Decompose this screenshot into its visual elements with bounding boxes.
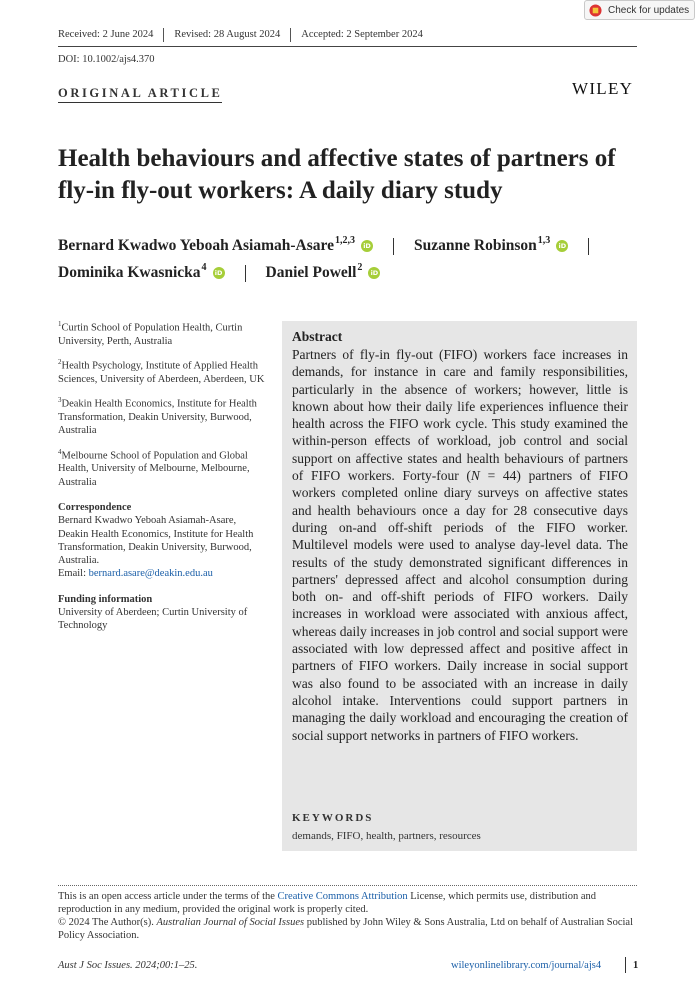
abstract-heading: Abstract: [292, 329, 343, 344]
affiliation: $^1$Curtin School of Population Health, Curtin University, Perth, Australia: [58, 320, 243, 347]
check-for-updates-button[interactable]: [584, 0, 695, 20]
affiliation: $^3$Deakin Health Economics, Institute for Health Transformation, Deakin University, Burwood, Australia: [58, 396, 257, 437]
citation: Aust J Soc Issues. 2024;00:1–25.: [58, 960, 198, 971]
author-line-1: [58, 234, 609, 255]
funding-heading: Funding information: [58, 593, 153, 605]
doi: DOI: 10.1002/ajs4.370: [58, 54, 155, 65]
author-name[interactable]: Suzanne Robinson: [414, 237, 537, 254]
article-dates: [58, 28, 433, 42]
author-name[interactable]: Bernard Kwadwo Yeboah Asiamah-Asare: [58, 237, 335, 254]
affiliations-column: [58, 318, 268, 633]
author-affiliation-sup: 1,2,3: [335, 234, 356, 246]
journal-name: Australian Journal of Social Issues: [156, 917, 305, 928]
author-name[interactable]: Dominika Kwasnicka: [58, 264, 201, 281]
affiliation: $^4$Melbourne School of Population and Global Health, University of Melbourne, Melbourne, Australia: [58, 447, 250, 488]
author-separator: [588, 238, 589, 255]
publisher-logo: WILEY: [572, 79, 634, 98]
keywords-heading: KEYWORDS: [292, 812, 374, 824]
n-symbol: N: [470, 468, 480, 484]
revised-date: Revised: 28 August 2024: [163, 28, 290, 42]
received-date: Received: 2 June 2024: [58, 29, 154, 40]
license-link[interactable]: Creative Commons Attribution: [277, 891, 408, 902]
author-separator: [393, 238, 394, 255]
funding-text: University of Aberdeen; Curtin University of Technology: [58, 607, 248, 632]
footer-divider: [58, 885, 637, 886]
check-for-updates-label: Check for updates: [608, 4, 690, 16]
correspondence-text: Bernard Kwadwo Yeboah Asiamah-Asare, Deakin Health Economics, Institute for Health Transformation, Deakin University, Burwood, Australia. Email: bernard.asare@deakin.edu.au: [58, 515, 254, 580]
check-updates-icon: [589, 4, 602, 17]
author-separator: [245, 265, 246, 282]
accepted-date: Accepted: 2 September 2024: [290, 28, 433, 42]
affiliation: $^2$Health Psychology, Institute of Applied Health Sciences, University of Aberdeen, Aberdeen, UK: [58, 358, 265, 385]
orcid-icon[interactable]: iD: [213, 267, 225, 279]
author-affiliation-sup: 1,3: [537, 234, 551, 246]
orcid-icon[interactable]: iD: [556, 240, 568, 252]
orcid-icon[interactable]: iD: [368, 267, 380, 279]
journal-url-link[interactable]: wileyonlinelibrary.com/journal/ajs4: [451, 960, 602, 971]
correspondence-heading: Correspondence: [58, 501, 132, 513]
author-affiliation-sup: 4: [201, 261, 207, 273]
abstract-text: Partners of fly-in fly-out (FIFO) workers face increases in demands, for instance in care and family responsibilities, particularly in the absence of workers; however, little is known about how their daily life experiences influence their health across the FIFO work cycle. This study examined the within-person effects of workload, job control and social support on affective states and health behaviours of partners of FIFO workers. Forty-four (N = 44) partners of FIFO workers completed online diary surveys on affective states and health behaviours once a day for 28 consecutive days during on-and off-shift periods of the FIFO worker. Multilevel models were used to analyse day-level data. The results of the study demonstrated significant differences in partners' depressed affect and alcohol consumption during both on- and off-shift periods of FIFO workers. Daily increases in workload were associated with anxious affect, whereas daily increases in job control and social support were associated with low depressed affect and positive affect in partners of FIFO workers. Daily increase in social support was also found to be associated with an increase in daily alcohol intake. Interventions could support partners in managing the daily workload and encouraging the creation of social support networks in partners of FIFO workers.: [292, 347, 628, 743]
article-type: ORIGINAL ARTICLE: [58, 86, 222, 103]
email-link[interactable]: bernard.asare@deakin.edu.au: [88, 568, 213, 580]
keywords-text: demands, FIFO, health, partners, resources: [292, 830, 481, 842]
footer-separator: [625, 957, 626, 973]
author-name[interactable]: Daniel Powell: [265, 264, 357, 281]
author-line-2: [58, 261, 380, 282]
author-affiliation-sup: 2: [357, 261, 363, 273]
page-number: 1: [633, 960, 639, 971]
article-title: Health behaviours and affective states of partners of fly-in fly-out workers: A daily diary study: [58, 145, 616, 204]
license-text: This is an open access article under the terms of the Creative Commons Attribution License, which permits use, distribution and reproduction in any medium, provided the original work is properly cited. © 2024 The Author(s). Australian Journal of Social Issues published by John Wiley & Sons Australia, Ltd on behalf of Australian Social Policy Association.: [58, 891, 634, 941]
header-divider: [58, 46, 637, 47]
orcid-icon[interactable]: iD: [361, 240, 373, 252]
